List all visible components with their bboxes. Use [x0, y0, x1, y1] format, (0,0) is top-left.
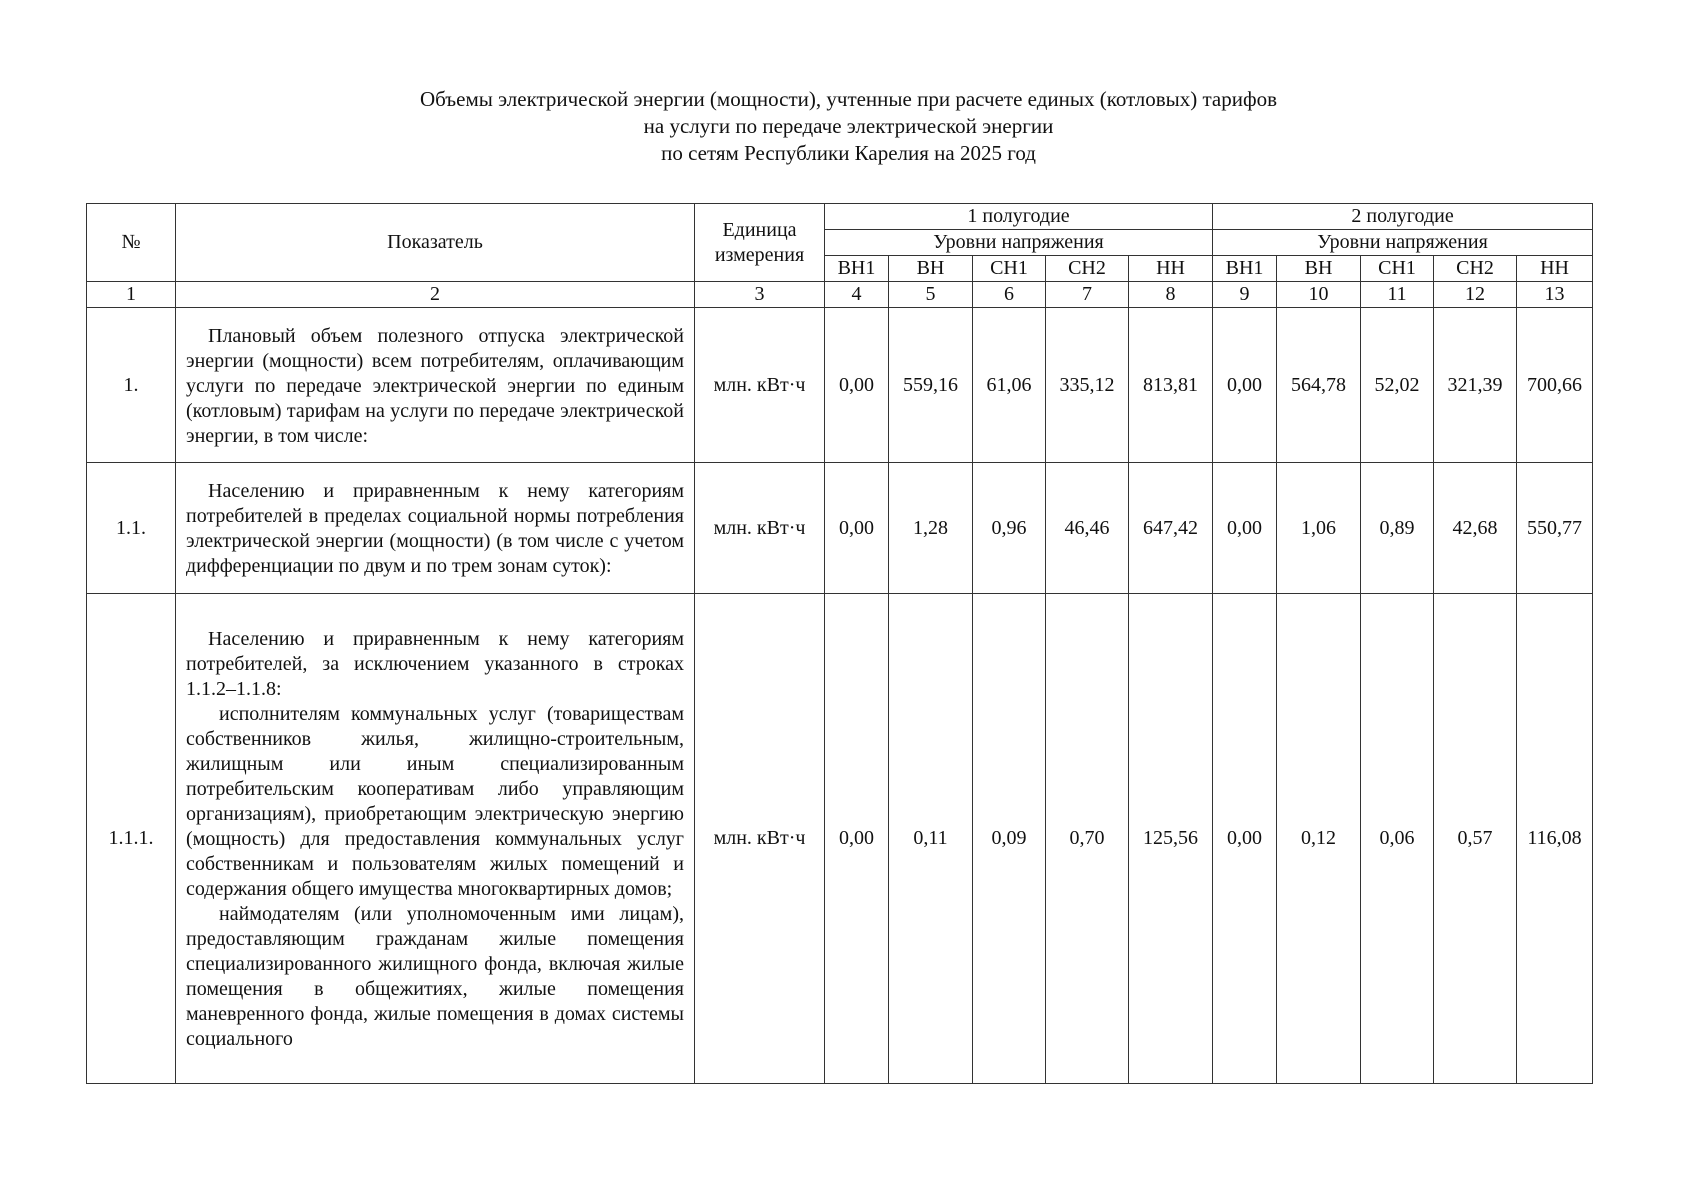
- header-level: СН1: [973, 256, 1046, 282]
- value-cell: 0,12: [1277, 594, 1361, 1084]
- value-cell: 647,42: [1129, 463, 1213, 594]
- column-number: 2: [176, 282, 695, 308]
- header-level: ВН1: [825, 256, 889, 282]
- column-number: 12: [1434, 282, 1517, 308]
- header-level: СН1: [1361, 256, 1434, 282]
- column-number: 13: [1517, 282, 1593, 308]
- description-paragraph: наймодателям (или уполномоченным ими лицам), предоставляющим гражданам жилые помещения специализированного жилищного фонда, включая жилые помещения в общежитиях, жилые помещения маневренного фонда, жилые помещения в домах системы социального: [186, 903, 684, 1050]
- title-line-2: на услуги по передаче электрической энергии: [643, 114, 1054, 138]
- value-cell: 0,11: [889, 594, 973, 1084]
- header-level: НН: [1517, 256, 1593, 282]
- value-cell: 813,81: [1129, 308, 1213, 463]
- header-level: ВН1: [1213, 256, 1277, 282]
- column-number: 10: [1277, 282, 1361, 308]
- header-level: ВН: [889, 256, 973, 282]
- value-cell: 61,06: [973, 308, 1046, 463]
- value-cell: 0,89: [1361, 463, 1434, 594]
- column-number: 8: [1129, 282, 1213, 308]
- value-cell: 0,96: [973, 463, 1046, 594]
- column-number: 5: [889, 282, 973, 308]
- row-number: 1.: [87, 308, 176, 463]
- row-unit: млн. кВт·ч: [695, 594, 825, 1084]
- header-unit: Единица измерения: [695, 204, 825, 282]
- title-line-3: по сетям Республики Карелия на 2025 год: [661, 141, 1036, 165]
- value-cell: 0,00: [825, 308, 889, 463]
- header-indicator: Показатель: [176, 204, 695, 282]
- header-no: №: [87, 204, 176, 282]
- value-cell: 321,39: [1434, 308, 1517, 463]
- value-cell: 0,06: [1361, 594, 1434, 1084]
- header-half-1: 1 полугодие: [825, 204, 1213, 230]
- tariff-volumes-table: [86, 203, 1593, 1084]
- value-cell: 559,16: [889, 308, 973, 463]
- description-paragraph: Плановый объем полезного отпуска электрической энергии (мощности) всем потребителям, оплачивающим услуги по передаче электрической энергии по единым (котловым) тарифам на услуги по передаче электрической энергии, в том числе:: [186, 324, 684, 447]
- column-number: 11: [1361, 282, 1434, 308]
- column-number: 9: [1213, 282, 1277, 308]
- document-title: [0, 86, 1697, 167]
- value-cell: 116,08: [1517, 594, 1593, 1084]
- row-unit: млн. кВт·ч: [695, 308, 825, 463]
- row-number: 1.1.1.: [87, 594, 176, 1084]
- description-paragraph: Населению и приравненным к нему категориям потребителей в пределах социальной нормы потребления электрической энергии (мощности) (в том числе с учетом дифференциации по двум и по трем зонам суток):: [186, 480, 684, 577]
- header-level: НН: [1129, 256, 1213, 282]
- table-row: [87, 463, 1593, 594]
- value-cell: 700,66: [1517, 308, 1593, 463]
- row-number: 1.1.: [87, 463, 176, 594]
- description-paragraph: исполнителям коммунальных услуг (товариществам собственников жилья, жилищно-строительным, жилищным или иным специализированным потребительским кооперативам либо управляющим организациям), приобретающим электрическую энергию (мощность) для предоставления коммунальных услуг собственникам и пользователям жилых помещений и содержания общего имущества многоквартирных домов;: [186, 703, 684, 900]
- column-number: 7: [1046, 282, 1129, 308]
- value-cell: 0,70: [1046, 594, 1129, 1084]
- header-half-2: 2 полугодие: [1213, 204, 1593, 230]
- column-number-row: [87, 282, 1593, 308]
- header-voltage-levels-2: Уровни напряжения: [1213, 230, 1593, 256]
- value-cell: 0,00: [1213, 594, 1277, 1084]
- value-cell: 0,57: [1434, 594, 1517, 1084]
- column-number: 6: [973, 282, 1046, 308]
- column-number: 3: [695, 282, 825, 308]
- title-line-1: Объемы электрической энергии (мощности), учтенные при расчете единых (котловых) тарифов: [419, 87, 1278, 111]
- row-description: [176, 594, 695, 1084]
- header-voltage-levels-1: Уровни напряжения: [825, 230, 1213, 256]
- value-cell: 1,06: [1277, 463, 1361, 594]
- header-level: СН2: [1046, 256, 1129, 282]
- value-cell: 46,46: [1046, 463, 1129, 594]
- row-description: [176, 463, 695, 594]
- value-cell: 335,12: [1046, 308, 1129, 463]
- value-cell: 52,02: [1361, 308, 1434, 463]
- value-cell: 42,68: [1434, 463, 1517, 594]
- value-cell: 0,00: [1213, 463, 1277, 594]
- row-description: [176, 308, 695, 463]
- description-paragraph: Населению и приравненным к нему категориям потребителей, за исключением указанного в строках 1.1.2–1.1.8:: [186, 628, 684, 700]
- value-cell: 125,56: [1129, 594, 1213, 1084]
- value-cell: 564,78: [1277, 308, 1361, 463]
- header-level: СН2: [1434, 256, 1517, 282]
- value-cell: 1,28: [889, 463, 973, 594]
- value-cell: 0,00: [825, 463, 889, 594]
- header-level: ВН: [1277, 256, 1361, 282]
- header-row-1: [87, 204, 1593, 230]
- value-cell: 550,77: [1517, 463, 1593, 594]
- value-cell: 0,00: [1213, 308, 1277, 463]
- value-cell: 0,00: [825, 594, 889, 1084]
- table-row: [87, 308, 1593, 463]
- column-number: 4: [825, 282, 889, 308]
- row-unit: млн. кВт·ч: [695, 463, 825, 594]
- table-row: [87, 594, 1593, 1084]
- column-number: 1: [87, 282, 176, 308]
- value-cell: 0,09: [973, 594, 1046, 1084]
